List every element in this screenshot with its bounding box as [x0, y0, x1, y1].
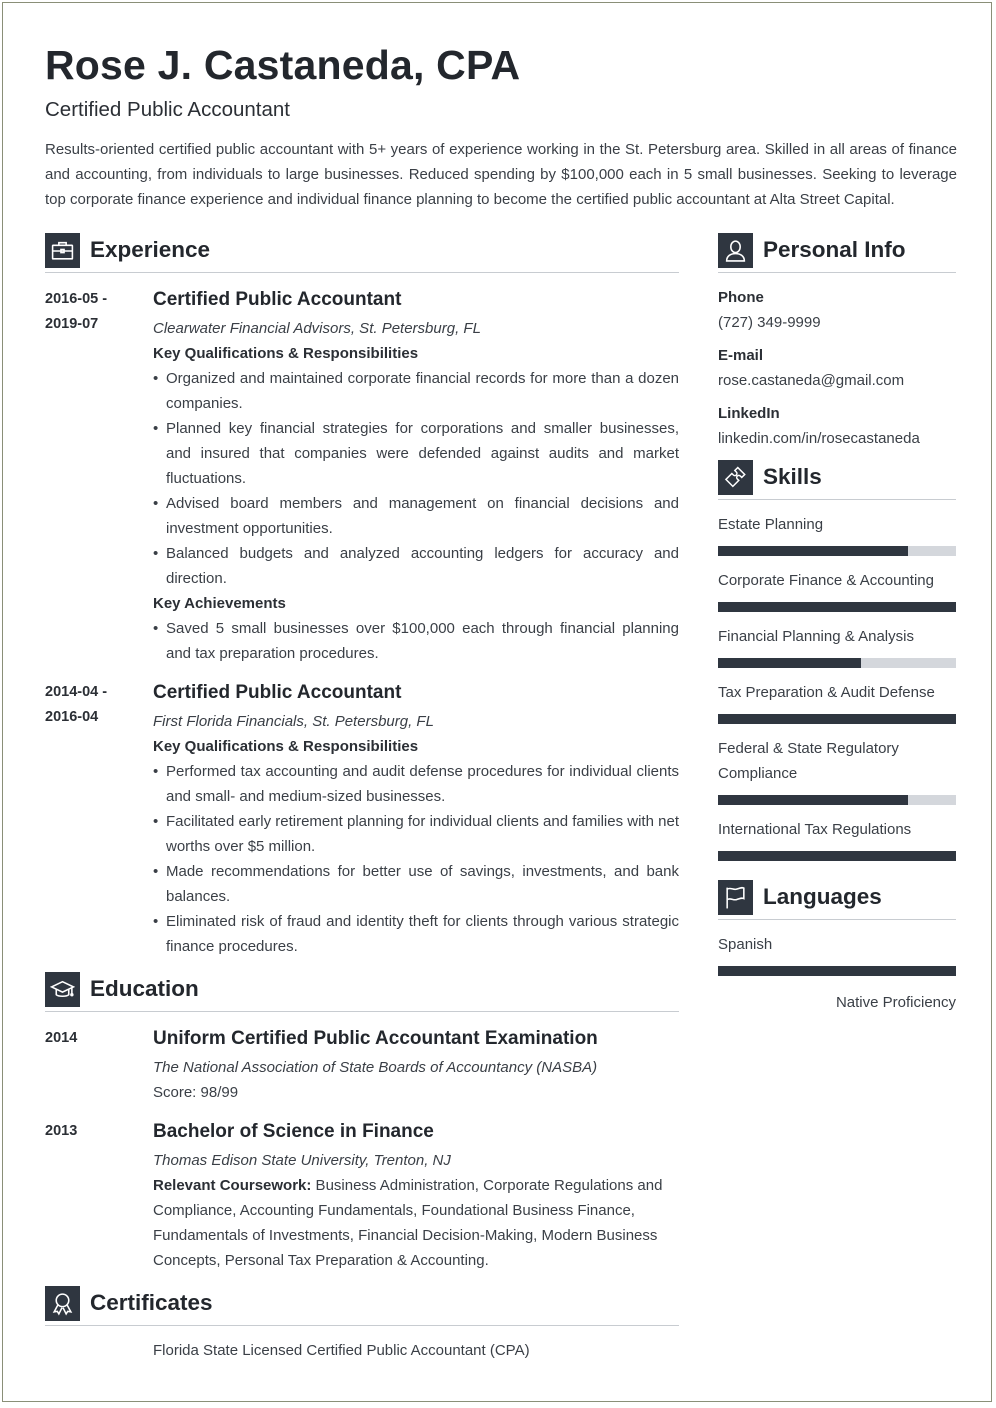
skill-item	[718, 512, 956, 556]
skill-bar-fill	[718, 851, 956, 861]
skill-bar-fill	[718, 602, 956, 612]
date-start: 2016-05 -	[45, 291, 108, 307]
achievements-list	[153, 616, 679, 666]
company-name: First Florida Financials, St. Petersburg, FL	[153, 713, 434, 730]
language-item	[718, 932, 956, 1015]
list-item: • Performed tax accounting and audit defense procedures for individual clients and small- and medium-sized businesses.	[153, 759, 679, 809]
experience-dates	[45, 287, 153, 666]
school-name: Thomas Edison State University, Trenton, NJ	[153, 1152, 451, 1169]
education-heading: Education	[90, 976, 199, 1001]
skill-name: Financial Planning & Analysis	[718, 628, 914, 645]
skill-item	[718, 624, 956, 668]
skills-section	[718, 459, 956, 861]
skill-item	[718, 680, 956, 724]
degree-title: Uniform Certified Public Accountant Examination	[153, 1028, 598, 1049]
phone-label: Phone	[718, 289, 764, 306]
skill-bar-fill	[718, 714, 956, 724]
education-body	[153, 1119, 679, 1273]
skill-bar	[718, 602, 956, 612]
email-value[interactable]: rose.castaneda@gmail.com	[718, 372, 905, 389]
coursework-text: Business Administration, Corporate Regulations and Compliance, Accounting Fundamentals, Foundational Business Finance, Fundamentals of Investments, Financial Decision-Making, Modern Business Concepts, Personal Tax Preparation & Accounting.	[153, 1177, 663, 1269]
coursework	[153, 1173, 679, 1273]
personal-info-section-header	[718, 232, 956, 273]
list-item: • Made recommendations for better use of savings, investments, and bank balances.	[153, 859, 679, 909]
email-label: E-mail	[718, 347, 764, 364]
skill-bar	[718, 546, 956, 556]
skill-name: Estate Planning	[718, 516, 824, 533]
user-icon	[718, 233, 753, 268]
list-item: • Balanced budgets and analyzed accounting ledgers for accuracy and direction.	[153, 541, 679, 591]
skill-name: Corporate Finance & Accounting	[718, 572, 934, 589]
education-year: 2014	[45, 1030, 78, 1046]
language-bar	[718, 966, 956, 976]
skill-bar-fill	[718, 546, 908, 556]
experience-dates	[45, 680, 153, 959]
education-body	[153, 1026, 679, 1105]
professional-summary: Results-oriented certified public accountant with 5+ years of experience working in the St. Petersburg area. Skilled in all areas of finance and accounting, from individuals to large businesses. Reduced spending by $100,000 each in 5 small businesses. Seeking to leverage top corporate finance experience and individual finance planning to become the certified public accountant at Alta Street Capital.	[45, 141, 957, 208]
linkedin-label: LinkedIn	[718, 405, 780, 422]
skills-list	[718, 512, 956, 861]
education-year: 2013	[45, 1123, 78, 1139]
achievements-heading: Key Achievements	[153, 595, 286, 612]
skills-heading: Skills	[763, 464, 822, 489]
skill-bar	[718, 714, 956, 724]
date-end: 2016-04	[45, 709, 99, 725]
award-icon	[45, 1286, 80, 1321]
education-section-header	[45, 971, 679, 1012]
candidate-title: Certified Public Accountant	[45, 98, 290, 121]
linkedin-value[interactable]: linkedin.com/in/rosecastaneda	[718, 430, 920, 447]
certificates-heading: Certificates	[90, 1290, 213, 1315]
skill-name: Federal & State Regulatory Compliance	[718, 740, 899, 782]
responsibilities-list	[153, 759, 679, 959]
experience-entry	[45, 680, 679, 959]
graduation-cap-icon	[45, 972, 80, 1007]
languages-section-header	[718, 879, 956, 920]
skill-bar	[718, 795, 956, 805]
languages-section	[718, 879, 956, 1015]
experience-body	[153, 680, 679, 959]
coursework-label: Relevant Coursework:	[153, 1177, 312, 1194]
responsibilities-list	[153, 366, 679, 591]
personal-info-heading: Personal Info	[763, 237, 906, 262]
phone-value: (727) 349-9999	[718, 314, 821, 331]
left-column	[45, 232, 679, 1363]
job-title: Certified Public Accountant	[153, 289, 402, 310]
experience-list	[45, 287, 679, 959]
education-section	[45, 971, 679, 1273]
skill-item	[718, 568, 956, 612]
list-item: • Facilitated early retirement planning for individual clients and families with net worths over $5 million.	[153, 809, 679, 859]
job-title: Certified Public Accountant	[153, 682, 402, 703]
list-item: • Organized and maintained corporate financial records for more than a dozen companies.	[153, 366, 679, 416]
certificates-section-header	[45, 1285, 679, 1326]
education-entry	[45, 1026, 679, 1105]
skill-name: International Tax Regulations	[718, 821, 912, 838]
certificate-item: Florida State Licensed Certified Public Accountant (CPA)	[153, 1342, 530, 1359]
skill-bar-fill	[718, 658, 861, 668]
education-detail: Score: 98/99	[153, 1084, 239, 1101]
briefcase-icon	[45, 233, 80, 268]
education-entry	[45, 1119, 679, 1273]
experience-section-header	[45, 232, 679, 273]
skill-item	[718, 736, 956, 805]
language-name: Spanish	[718, 936, 773, 953]
responsibilities-heading: Key Qualifications & Responsibilities	[153, 738, 419, 755]
skill-bar	[718, 658, 956, 668]
list-item: • Saved 5 small businesses over $100,000 each through financial planning and tax preparation procedures.	[153, 616, 679, 666]
language-bar-fill	[718, 966, 956, 976]
experience-entry	[45, 287, 679, 666]
list-item: • Eliminated risk of fraud and identity theft for clients through various strategic finance procedures.	[153, 909, 679, 959]
certificates-section	[45, 1285, 679, 1363]
resume-page	[2, 2, 992, 1402]
puzzle-icon	[718, 460, 753, 495]
skill-item	[718, 817, 956, 861]
company-name: Clearwater Financial Advisors, St. Petersburg, FL	[153, 320, 481, 337]
list-item: • Advised board members and management on financial decisions and investment opportunities.	[153, 491, 679, 541]
skill-name: Tax Preparation & Audit Defense	[718, 684, 935, 701]
right-column	[718, 232, 956, 1015]
experience-body	[153, 287, 679, 666]
list-item: • Planned key financial strategies for corporations and smaller businesses, and insured that companies were defended against audits and market fluctuations.	[153, 416, 679, 491]
personal-info	[718, 285, 956, 451]
skills-section-header	[718, 459, 956, 500]
language-level: Native Proficiency	[835, 994, 956, 1011]
experience-heading: Experience	[90, 237, 211, 262]
responsibilities-heading: Key Qualifications & Responsibilities	[153, 345, 419, 362]
date-start: 2014-04 -	[45, 684, 108, 700]
skill-bar	[718, 851, 956, 861]
resume-header	[45, 41, 957, 212]
languages-heading: Languages	[763, 884, 882, 909]
school-name: The National Association of State Boards of Accountancy (NASBA)	[153, 1059, 598, 1076]
flag-icon	[718, 880, 753, 915]
degree-title: Bachelor of Science in Finance	[153, 1121, 434, 1142]
candidate-name: Rose J. Castaneda, CPA	[45, 42, 521, 88]
date-end: 2019-07	[45, 316, 99, 332]
skill-bar-fill	[718, 795, 908, 805]
